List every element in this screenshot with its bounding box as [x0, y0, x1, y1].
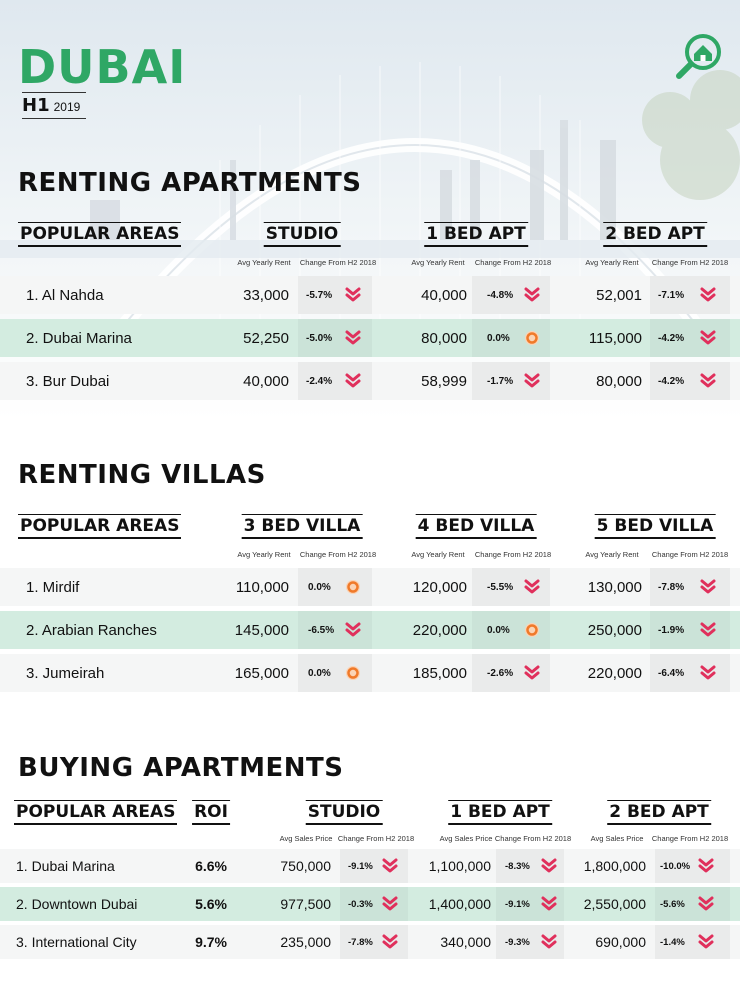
change-percent: -4.8%	[487, 289, 514, 301]
rent-value: 33,000	[243, 286, 289, 304]
roi-value: 9.7%	[195, 934, 227, 950]
city-title: DUBAI	[18, 40, 187, 94]
change-percent: -8.3%	[505, 860, 530, 872]
rent-value: 130,000	[587, 578, 642, 596]
change-percent: -2.6%	[487, 667, 514, 679]
subhead-value: Avg Yearly Rent	[585, 258, 639, 267]
chevron-down-icon	[700, 287, 716, 303]
rent-value: 115,000	[588, 329, 642, 347]
rent-value: 120,000	[412, 578, 467, 596]
table-row	[0, 849, 740, 883]
area-name: 3. Jumeirah	[26, 664, 105, 682]
area-name: 2. Arabian Ranches	[26, 621, 157, 639]
subhead-value: Avg Sales Price	[279, 834, 333, 843]
rent-value: 185,000	[412, 664, 467, 682]
column-header-studio: STUDIO	[306, 800, 383, 825]
rent-value: 52,001	[596, 286, 642, 304]
change-percent: -5.6%	[660, 898, 685, 910]
column-header-areas: POPULAR AREAS	[14, 800, 177, 825]
half-year: H1	[22, 95, 50, 116]
subhead-change: Change From H2 2018	[651, 834, 729, 843]
rent-value: 690,000	[595, 934, 646, 950]
house-magnifier-icon	[674, 30, 726, 82]
section-title-renting-villas: RENTING VILLAS	[18, 460, 266, 490]
chevron-down-icon	[345, 622, 361, 638]
column-header-3bed-villa: 3 BED VILLA	[242, 514, 363, 539]
chevron-down-icon	[698, 858, 714, 874]
change-percent: 0.0%	[487, 332, 510, 344]
change-percent: -0.3%	[348, 898, 373, 910]
rent-value: 340,000	[440, 934, 491, 950]
rent-value: 58,999	[421, 372, 467, 390]
chevron-down-icon	[524, 665, 540, 681]
table-row	[0, 925, 740, 959]
change-percent: -2.4%	[306, 375, 333, 387]
no-change-dot-icon	[524, 330, 540, 346]
subhead-change: Change From H2 2018	[337, 834, 415, 843]
change-percent: -10.0%	[660, 860, 691, 872]
subhead-change: Change From H2 2018	[299, 550, 377, 559]
area-name: 1. Dubai Marina	[16, 858, 115, 874]
column-header-roi: ROI	[192, 800, 230, 825]
subhead-value: Avg Yearly Rent	[411, 258, 465, 267]
column-header-2bed: 2 BED APT	[607, 800, 711, 825]
chevron-down-icon	[345, 330, 361, 346]
column-header-1bed: 1 BED APT	[424, 222, 528, 247]
rent-value: 1,400,000	[428, 896, 491, 912]
table-row	[0, 319, 740, 357]
subhead-value: Avg Yearly Rent	[237, 550, 291, 559]
change-percent: -7.1%	[658, 289, 685, 301]
chevron-down-icon	[524, 373, 540, 389]
rent-value: 220,000	[412, 621, 467, 639]
section-title-buying-apartments: BUYING APARTMENTS	[18, 753, 344, 783]
subhead-value: Avg Sales Price	[439, 834, 493, 843]
no-change-dot-icon	[345, 665, 361, 681]
chevron-down-icon	[700, 622, 716, 638]
rent-value: 235,000	[280, 934, 331, 950]
subhead-change: Change From H2 2018	[494, 834, 572, 843]
rent-value: 220,000	[587, 664, 642, 682]
change-percent: -6.4%	[658, 667, 685, 679]
change-percent: 0.0%	[487, 624, 510, 636]
year: 2019	[53, 100, 81, 114]
period-label	[22, 92, 86, 119]
chevron-down-icon	[345, 373, 361, 389]
area-name: 1. Al Nahda	[26, 286, 104, 304]
rent-value: 165,000	[234, 664, 289, 682]
change-percent: -6.5%	[308, 624, 335, 636]
table-row	[0, 362, 740, 400]
change-percent: -7.8%	[658, 581, 685, 593]
rent-value: 1,100,000	[428, 858, 491, 874]
area-name: 2. Dubai Marina	[26, 329, 132, 347]
chevron-down-icon	[524, 579, 540, 595]
change-percent: -9.3%	[505, 936, 530, 948]
column-header-2bed: 2 BED APT	[603, 222, 707, 247]
rent-value: 1,800,000	[583, 858, 646, 874]
change-percent: -4.2%	[658, 375, 685, 387]
table-row	[0, 611, 740, 649]
rent-value: 2,550,000	[583, 896, 646, 912]
change-percent: -1.4%	[660, 936, 685, 948]
section-title-renting-apartments: RENTING APARTMENTS	[18, 168, 362, 198]
change-percent: -5.5%	[487, 581, 514, 593]
rent-value: 80,000	[596, 372, 642, 390]
chevron-down-icon	[700, 665, 716, 681]
subhead-value: Avg Yearly Rent	[585, 550, 639, 559]
rent-value: 750,000	[280, 858, 331, 874]
change-percent: -1.7%	[487, 375, 514, 387]
rent-value: 145,000	[234, 621, 289, 639]
table-row	[0, 276, 740, 314]
subhead-change: Change From H2 2018	[651, 550, 729, 559]
chevron-down-icon	[700, 579, 716, 595]
rent-value: 40,000	[243, 372, 289, 390]
roi-value: 6.6%	[195, 858, 227, 874]
change-percent: -9.1%	[505, 898, 530, 910]
table-row	[0, 654, 740, 692]
change-percent: 0.0%	[308, 581, 331, 593]
chevron-down-icon	[345, 287, 361, 303]
column-header-areas: POPULAR AREAS	[18, 222, 181, 247]
subhead-change: Change From H2 2018	[474, 258, 552, 267]
change-percent: -9.1%	[348, 860, 373, 872]
chevron-down-icon	[524, 287, 540, 303]
roi-value: 5.6%	[195, 896, 227, 912]
rent-value: 977,500	[280, 896, 331, 912]
change-percent: -1.9%	[658, 624, 685, 636]
change-percent: -7.8%	[348, 936, 373, 948]
column-header-studio: STUDIO	[264, 222, 341, 247]
change-percent: -4.2%	[658, 332, 685, 344]
area-name: 2. Downtown Dubai	[16, 896, 138, 912]
table-row	[0, 568, 740, 606]
column-header-4bed-villa: 4 BED VILLA	[416, 514, 537, 539]
chevron-down-icon	[700, 330, 716, 346]
chevron-down-icon	[700, 373, 716, 389]
chevron-down-icon	[698, 896, 714, 912]
no-change-dot-icon	[345, 579, 361, 595]
column-header-5bed-villa: 5 BED VILLA	[595, 514, 716, 539]
rent-value: 80,000	[421, 329, 467, 347]
rent-value: 250,000	[587, 621, 642, 639]
column-header-areas: POPULAR AREAS	[18, 514, 181, 539]
chevron-down-icon	[698, 934, 714, 950]
subhead-change: Change From H2 2018	[474, 550, 552, 559]
subhead-value: Avg Sales Price	[590, 834, 644, 843]
rent-value: 110,000	[235, 578, 289, 596]
subhead-change: Change From H2 2018	[299, 258, 377, 267]
change-percent: -5.0%	[306, 332, 333, 344]
area-name: 3. International City	[16, 934, 137, 950]
no-change-dot-icon	[524, 622, 540, 638]
rent-value: 52,250	[243, 329, 289, 347]
change-percent: -5.7%	[306, 289, 333, 301]
area-name: 3. Bur Dubai	[26, 372, 110, 390]
subhead-change: Change From H2 2018	[651, 258, 729, 267]
subhead-value: Avg Yearly Rent	[237, 258, 291, 267]
area-name: 1. Mirdif	[26, 578, 80, 596]
change-percent: 0.0%	[308, 667, 331, 679]
subhead-value: Avg Yearly Rent	[411, 550, 465, 559]
column-header-1bed: 1 BED APT	[448, 800, 552, 825]
table-row	[0, 887, 740, 921]
rent-value: 40,000	[421, 286, 467, 304]
